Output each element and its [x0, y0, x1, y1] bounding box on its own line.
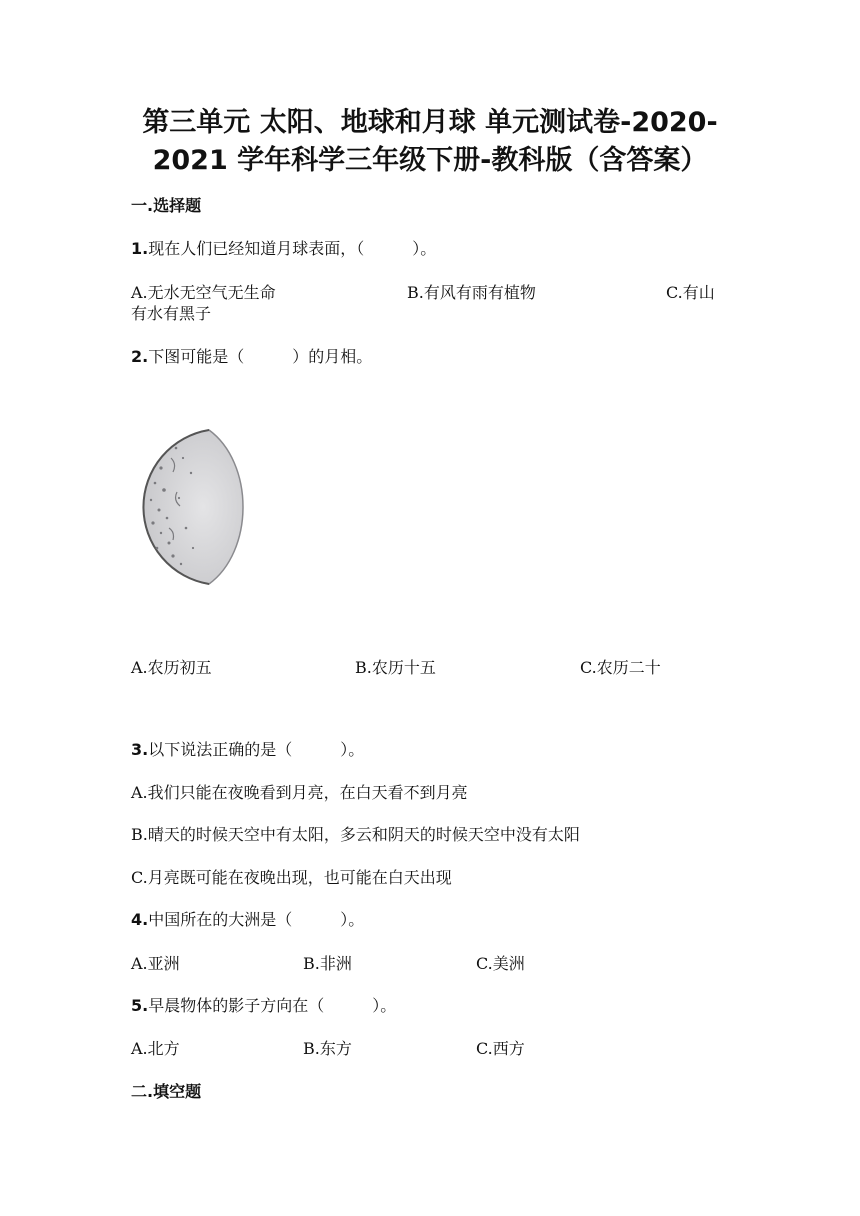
- option-3a: A.我们只能在夜晚看到月亮，在白天看不到月亮: [131, 783, 468, 802]
- question-text: 早晨物体的影子方向在（ ）。: [148, 996, 397, 1015]
- option-1c: C.有山: [666, 283, 715, 302]
- question-text: 现在人们已经知道月球表面，（ ）。: [148, 239, 437, 258]
- question-1: [131, 236, 436, 259]
- option-2c: C.农历二十: [580, 658, 661, 677]
- option-3b: B.晴天的时候天空中有太阳，多云和阴天的时候天空中没有太阳: [131, 825, 580, 844]
- option-5b: B.东方: [303, 1039, 352, 1058]
- question-number: 1.: [131, 239, 149, 258]
- question-text: 中国所在的大洲是（ ）。: [148, 910, 365, 929]
- question-text: 下图可能是（ ）的月相。: [148, 347, 373, 366]
- option-1c-continued: 有水有黑子: [131, 304, 212, 323]
- option-3c: C.月亮既可能在夜晚出现，也可能在白天出现: [131, 868, 452, 887]
- question-5: [131, 993, 396, 1016]
- question-number: 4.: [131, 910, 149, 929]
- question-3: [131, 737, 364, 760]
- option-2b: B.农历十五: [355, 658, 436, 677]
- option-5a: A.北方: [131, 1039, 180, 1058]
- option-1a: A.无水无空气无生命: [131, 283, 276, 302]
- page-title-line-1: 第三单元 太阳、地球和月球 单元测试卷-2020-: [142, 107, 718, 138]
- question-4: [131, 907, 364, 930]
- option-4c: C.美洲: [476, 954, 525, 973]
- option-2a: A.农历初五: [131, 658, 212, 677]
- question-number: 5.: [131, 996, 149, 1015]
- question-number: 3.: [131, 740, 149, 759]
- option-5c: C.西方: [476, 1039, 525, 1058]
- option-4b: B.非洲: [303, 954, 352, 973]
- page-title-line-2: 2021 学年科学三年级下册-教科版（含答案）: [152, 145, 708, 176]
- option-1b: B.有风有雨有植物: [407, 283, 536, 302]
- section-heading-choice: 一.选择题: [131, 196, 202, 215]
- question-2: [131, 344, 372, 367]
- question-number: 2.: [131, 347, 149, 366]
- section-heading-fill-in: 二.填空题: [131, 1082, 202, 1101]
- question-text: 以下说法正确的是（ ）。: [148, 740, 365, 759]
- option-4a: A.亚洲: [131, 954, 180, 973]
- moon-phase-image: [131, 428, 251, 588]
